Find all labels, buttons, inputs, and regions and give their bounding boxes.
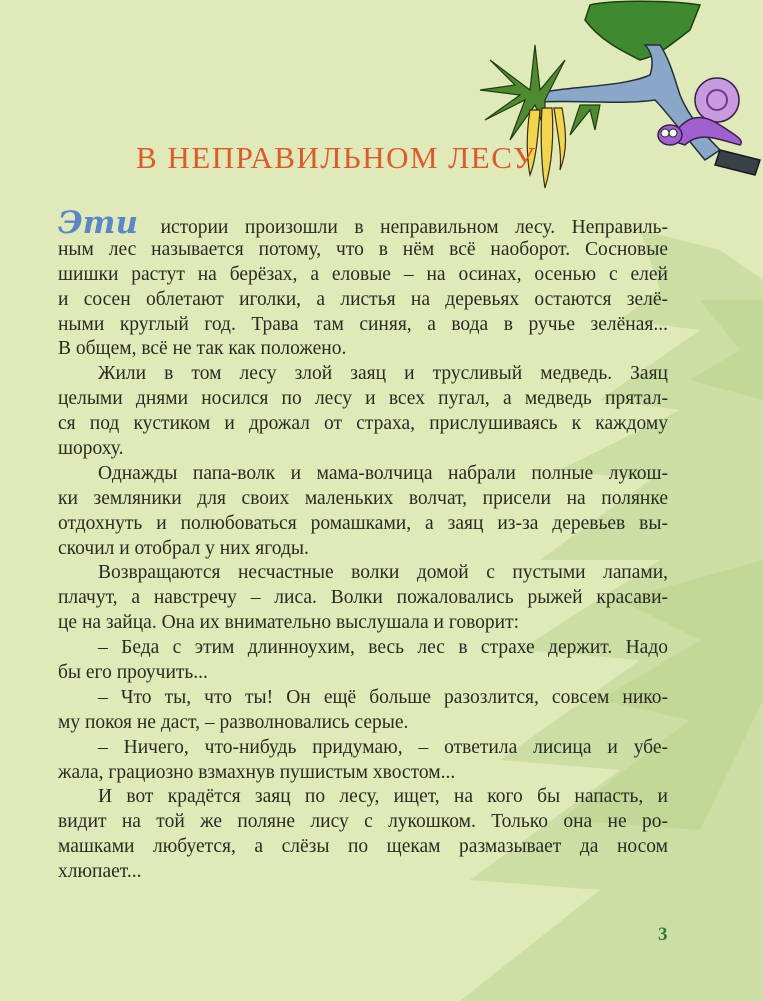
- text-line-content: шишки растут на берёзах, а еловые – на осинах, осенью с елей: [58, 263, 668, 285]
- text-line: [58, 437, 668, 462]
- text-line: [58, 661, 668, 686]
- paragraph: [58, 462, 668, 562]
- text-line: [58, 860, 668, 885]
- text-line-content: ными круглый год. Трава там синяя, а вода в ручье зелёная...: [58, 313, 668, 335]
- text-line-content: и сосен облетают иголки, а листья на деревьях остаются зелё-: [58, 288, 668, 310]
- text-line-content: ся под кустиком и дрожал от страха, прислушиваясь к каждому: [58, 413, 668, 435]
- text-line-content: И вот крадётся заяц по лесу, ищет, на кого бы напасть, и: [98, 786, 668, 808]
- text-line-content: Жили в том лесу злой заяц и трусливый медведь. Заяц: [98, 363, 668, 385]
- text-line: [58, 686, 668, 711]
- text-line: [58, 362, 668, 387]
- text-line: [58, 337, 668, 362]
- text-line-content: жала, грациозно взмахнув пушистым хвостом...: [58, 761, 456, 783]
- chapter-title: В НЕПРАВИЛЬНОМ ЛЕСУ: [136, 140, 537, 175]
- text-line: [58, 462, 668, 487]
- text-line-content: истории произошли в неправильном лесу. Неправиль-: [144, 217, 668, 238]
- text-line-content: Возвращаются несчастные волки домой с пустыми лапами,: [98, 562, 668, 584]
- text-line: [58, 611, 668, 636]
- paragraph: [58, 362, 668, 462]
- text-line-content: – Беда с этим длинноухим, весь лес в страхе держит. Надо: [98, 637, 668, 659]
- text-line: [58, 761, 668, 786]
- text-line-content: хлюпает...: [58, 861, 142, 883]
- text-line: [58, 785, 668, 810]
- text-line: [58, 537, 668, 562]
- text-line: [58, 711, 668, 736]
- text-line-content: ки земляники для своих маленьких волчат, присели на полянке: [58, 487, 668, 509]
- paragraph: [58, 636, 668, 686]
- paragraph: [58, 561, 668, 636]
- text-line-content: – Ничего, что-нибудь придумаю, – ответила лисица и убе-: [98, 736, 668, 758]
- text-line-content: бы его проучить...: [58, 662, 208, 684]
- text-line: [58, 636, 668, 661]
- text-line-content: шороху.: [58, 438, 124, 460]
- text-line-content: В общем, всё не так как положено.: [58, 338, 347, 360]
- text-line-content: плачут, а навстречу – лиса. Волки пожаловались рыжей красави-: [58, 587, 668, 609]
- text-line: [58, 736, 668, 761]
- text-line-content: машками любуется, а слёзы по щекам размазывает да носом: [58, 836, 668, 858]
- text-line: [58, 512, 668, 537]
- paragraph: [58, 785, 668, 885]
- text-line: [58, 313, 668, 338]
- text-line-content: скочил и отобрал у них ягоды.: [58, 537, 309, 559]
- text-line-content: Однажды папа-волк и мама-волчица набрали полные лукош-: [98, 462, 668, 484]
- page-number: 3: [658, 924, 668, 945]
- text-line-content: му покоя не даст, – разволновались серые.: [58, 711, 409, 733]
- text-line-content: ным лес называется потому, что в нём всё наоборот. Сосновые: [58, 238, 668, 260]
- text-line-content: це на зайца. Она их внимательно выслушала и говорит:: [58, 612, 520, 634]
- text-line: [58, 487, 668, 512]
- text-line-content: целыми днями носился по лесу и всех пугал, а медведь прятал-: [58, 388, 668, 410]
- text-line: [58, 835, 668, 860]
- text-line-content: видит на той же поляне лису с лукошком. Только она не ро-: [58, 811, 668, 833]
- text-line: [58, 586, 668, 611]
- text-line: [58, 205, 668, 241]
- text-line: [58, 561, 668, 586]
- text-line: [58, 288, 668, 313]
- drop-word: Эти: [58, 205, 138, 241]
- text-line: [58, 387, 668, 412]
- paragraph: [58, 205, 668, 362]
- paragraph: [58, 686, 668, 736]
- story-text: [58, 205, 668, 885]
- text-line-content: – Что ты, что ты! Он ещё больше разозлится, совсем нико-: [98, 686, 668, 708]
- text-line: [58, 238, 668, 263]
- paragraph: [58, 736, 668, 786]
- text-line: [58, 412, 668, 437]
- text-line-content: отдохнуть и полюбоваться ромашками, а заяц из-за деревьев вы-: [58, 512, 668, 534]
- text-line: [58, 263, 668, 288]
- text-line: [58, 810, 668, 835]
